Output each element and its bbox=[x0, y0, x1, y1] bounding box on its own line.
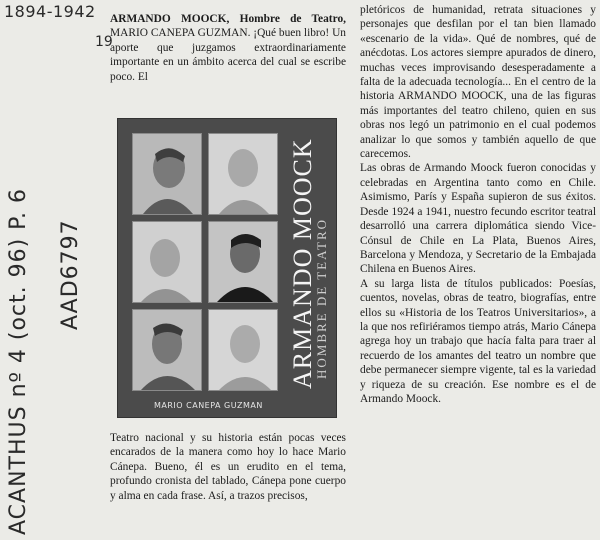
portrait-image bbox=[132, 133, 202, 215]
article-column-1-bottom bbox=[110, 431, 346, 539]
article-text: MARIO CANEPA GUZMAN. ¡Qué buen libro! Un aporte que juzgamos extraordinariamente importante en un ámbito acerca del cual se escribe poco. El bbox=[110, 27, 346, 83]
portrait-image bbox=[132, 221, 202, 303]
handwritten-source-note: ACANTHUS nº 4 (oct. 96) P. 6 bbox=[6, 187, 31, 535]
article-paragraph: A su larga lista de títulos publicados: Poesías, cuentos, novelas, obras de teatro, biografías, entre ellos su «Historia de los Teatros Universitarios», a la que nos refiriéramos tiempo atrás, Mario Cánepa agrega hoy un trabajo que hacía falta para traer al recuerdo de los amantes del teatro un nombre que debe permanecer siempre vigente, tal es la variedad y riqueza de su creación. Ese nombre es el de Armando Moock. bbox=[360, 277, 596, 405]
book-cover-image bbox=[117, 118, 337, 418]
article-paragraph: pletóricos de humanidad, retrata situaciones y personajes que desfilan por el tan bien llamado «escenario de la vida». Qué de nombres, qué de anécdotas. Los actores siempre apurados de dinero, muchas veces improvisando desesperadamente a falta de la adecuada tecnología... En el centro de la historia ARMANDO MOOCK, una de las figuras más importantes del teatro chileno, quien en sus obras nos legó un patrimonio en el cual podemos analizar lo que somos y también aquello de que carecemos. bbox=[360, 4, 596, 161]
portrait-grid bbox=[132, 133, 278, 393]
handwritten-dates: 1894-1942 bbox=[4, 2, 96, 21]
portrait-image bbox=[208, 221, 278, 303]
article-text: Teatro nacional y su historia están pocas veces encarados de la manera como hoy lo hace Mario Cánepa. Bueno, él es un erudito en el tema, profundo cronista del tablado, Cánepa pone cuerpo y alma en cada frase. Así, a trazos precisos, bbox=[110, 432, 346, 502]
handwritten-archive-code: AAD6797 bbox=[58, 219, 83, 330]
article-column-2 bbox=[360, 3, 596, 539]
portrait-image bbox=[208, 133, 278, 215]
book-author: MARIO CANEPA GUZMAN bbox=[154, 401, 263, 410]
portrait-image bbox=[208, 309, 278, 391]
article-lead: ARMANDO MOOCK, Hombre de Teatro, bbox=[110, 13, 346, 25]
article-column-1-top bbox=[110, 12, 346, 114]
article-paragraph: Las obras de Armando Moock fueron conocidas y celebradas en Argentina tanto como en Chile. Asimismo, París y España supieron de sus éxitos. Desde 1924 a 1941, nuestro fecundo escritor teatral desarrolló una carrera diplomática siendo Vice-Cónsul de Chile en La Plata, Buenos Aires, Barcelona y Mendoza, y Secretario de la Embajada Chilena en Buenos Aires. bbox=[360, 162, 596, 276]
handwritten-page-number: 19 bbox=[95, 34, 113, 50]
book-subtitle: HOMBRE DE TEATRO bbox=[314, 217, 329, 379]
portrait-image bbox=[132, 309, 202, 391]
book-title: ARMANDO MOOCK bbox=[288, 138, 317, 389]
